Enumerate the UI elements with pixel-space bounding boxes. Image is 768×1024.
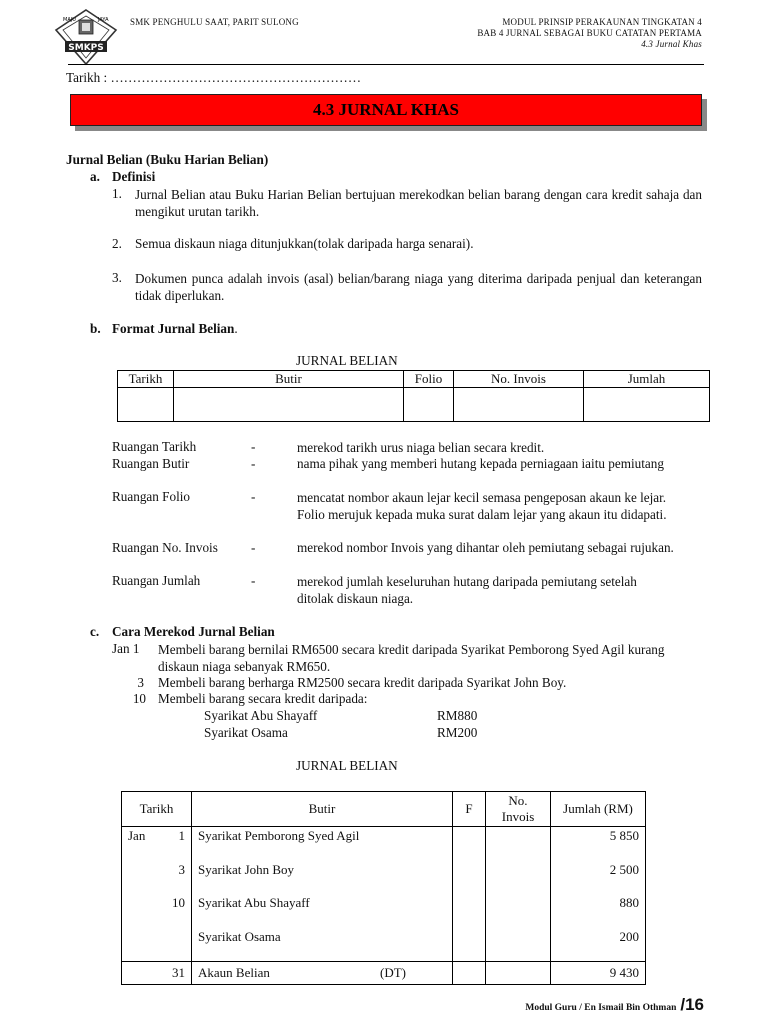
sub-item-amount: RM200: [437, 725, 478, 740]
row-butir: Syarikat John Boy: [192, 861, 453, 895]
format-col-folio: Folio: [404, 371, 454, 388]
desc-text: mencatat nombor akaun lejar kecil semasa pengeposan akaun ke lejar. Folio merujuk kepada muka surat dalam lejar yang akaun itu didapati.: [297, 490, 667, 522]
def-text-3: Dokumen punca adalah invois (asal) belian/barang niaga yang diterima daripada penjual dan keterangan tidak diperlukan.: [135, 271, 702, 303]
logo-initials: SMKPS: [68, 43, 104, 53]
desc-dash: -: [251, 439, 256, 454]
table-row: [122, 827, 646, 861]
format-col-invois: No. Invois: [454, 371, 584, 388]
transaction-date: 3: [137, 675, 144, 690]
row-butir: Syarikat Pemborong Syed Agil: [192, 827, 453, 861]
section-b-marker: b.: [90, 321, 101, 336]
school-logo: [53, 8, 119, 66]
total-day: 31: [122, 962, 192, 985]
desc-dash: -: [251, 573, 256, 588]
row-invois: [486, 827, 551, 861]
journal-table-title: JURNAL BELIAN: [296, 758, 398, 773]
row-butir: Syarikat Osama: [192, 928, 453, 962]
sub-item-name: Syarikat Osama: [204, 725, 288, 740]
row-day: 3: [122, 861, 192, 895]
footer-author: Modul Guru / En Ismail Bin Othman: [525, 1003, 677, 1013]
section-a-label: Definisi: [112, 169, 156, 184]
desc-term: Ruangan Tarikh: [112, 439, 197, 454]
sub-item-name: Syarikat Abu Shayaff: [204, 708, 318, 723]
footer: [525, 995, 704, 1015]
desc-text: nama pihak yang memberi hutang kepada perniagaan iaitu pemiutang: [297, 456, 664, 471]
row-f: [453, 827, 486, 861]
page-number: /16: [680, 995, 704, 1014]
row-day: 1: [178, 828, 185, 843]
chapter-title: BAB 4 JURNAL SEBAGAI BUKU CATATAN PERTAMA: [477, 28, 702, 38]
row-invois: [486, 894, 551, 928]
row-f: [453, 928, 486, 962]
desc-dash: -: [251, 489, 256, 504]
journal-col-jumlah: Jumlah (RM): [551, 792, 646, 827]
journal-col-butir: Butir: [192, 792, 453, 827]
format-col-butir: Butir: [174, 371, 404, 388]
row-f: [453, 861, 486, 895]
main-heading: Jurnal Belian (Buku Harian Belian): [66, 152, 269, 167]
tarikh-line: Tarikh : …………………………………………………: [66, 70, 362, 85]
def-num-1: 1.: [112, 186, 122, 201]
transaction-text: Membeli barang secara kredit daripada:: [158, 691, 368, 706]
desc-dash: -: [251, 456, 256, 471]
row-butir: Syarikat Abu Shayaff: [192, 894, 453, 928]
desc-dash: -: [251, 540, 256, 555]
format-table-title: JURNAL BELIAN: [296, 353, 398, 368]
row-invois: [486, 861, 551, 895]
total-butir: Akaun Belian: [198, 965, 270, 980]
section-b-label: Format Jurnal Belian: [112, 321, 235, 336]
section-b-suffix: .: [234, 321, 238, 336]
row-day: [122, 928, 192, 962]
transaction-date: 10: [132, 691, 146, 706]
format-table-header: [118, 371, 710, 388]
row-jumlah: 2 500: [551, 861, 646, 895]
transaction-text: Membeli barang bernilai RM6500 secara kredit daripada Syarikat Pemborong Syed Agil kurang diskaun niaga sebanyak RM650.: [158, 642, 665, 674]
format-col-tarikh: Tarikh: [118, 371, 174, 388]
section-b-heading: [112, 321, 238, 337]
page-title: 4.3 JURNAL KHAS: [70, 94, 702, 126]
desc-term: Ruangan Folio: [112, 489, 191, 504]
total-tag: (DT): [380, 965, 406, 980]
row-invois: [486, 928, 551, 962]
desc-term: Ruangan No. Invois: [112, 540, 218, 555]
total-butir-cell: [192, 962, 453, 985]
sub-item-amount: RM880: [437, 708, 478, 723]
row-jumlah: 200: [551, 928, 646, 962]
desc-term: Ruangan Butir: [112, 456, 190, 471]
format-table: [117, 370, 710, 422]
def-text-1: Jurnal Belian atau Buku Harian Belian bertujuan merekodkan belian barang dengan cara kredit sahaja dan mengikut urutan tarikh.: [135, 187, 702, 219]
desc-text: merekod jumlah keseluruhan hutang daripada pemiutang setelah ditolak diskaun niaga.: [297, 574, 637, 606]
desc-text: merekod nombor Invois yang dihantar oleh pemiutang sebagai rujukan.: [297, 540, 674, 555]
section-c-marker: c.: [90, 624, 100, 639]
journal-table-header: [122, 792, 646, 827]
row-jumlah: 5 850: [551, 827, 646, 861]
journal-col-f: F: [453, 792, 486, 827]
school-name: SMK PENGHULU SAAT, PARIT SULONG: [130, 17, 299, 27]
row-f: [453, 894, 486, 928]
logo-text-right: JAYA: [98, 17, 109, 23]
table-row: [122, 861, 646, 895]
row-date: [122, 827, 192, 861]
transaction-date: Jan 1: [112, 641, 140, 656]
format-table-empty-row: [118, 388, 710, 422]
table-row: [122, 894, 646, 928]
journal-table: [121, 791, 646, 985]
module-title: MODUL PRINSIP PERAKAUNAN TINGKATAN 4: [502, 17, 702, 27]
def-num-2: 2.: [112, 236, 122, 251]
journal-col-tarikh: Tarikh: [122, 792, 192, 827]
header-divider: [68, 64, 704, 65]
journal-col-invois: No. Invois: [486, 792, 551, 827]
table-row: [122, 928, 646, 962]
logo-text-left: MAJU: [63, 17, 76, 23]
desc-text: merekod tarikh urus niaga belian secara kredit.: [297, 440, 545, 455]
def-text-2: Semua diskaun niaga ditunjukkan(tolak daripada harga senarai).: [135, 236, 474, 251]
transaction-text: Membeli barang berharga RM2500 secara kredit daripada Syarikat John Boy.: [158, 675, 567, 690]
table-total-row: [122, 962, 646, 985]
total-jumlah: 9 430: [551, 962, 646, 985]
desc-term: Ruangan Jumlah: [112, 573, 201, 588]
section-c-label: Cara Merekod Jurnal Belian: [112, 624, 275, 639]
section-label: 4.3 Jurnal Khas: [641, 39, 702, 49]
row-day: 10: [122, 894, 192, 928]
row-month: Jan: [128, 828, 146, 843]
section-a-marker: a.: [90, 169, 100, 184]
def-num-3: 3.: [112, 270, 122, 285]
row-jumlah: 880: [551, 894, 646, 928]
format-col-jumlah: Jumlah: [584, 371, 710, 388]
